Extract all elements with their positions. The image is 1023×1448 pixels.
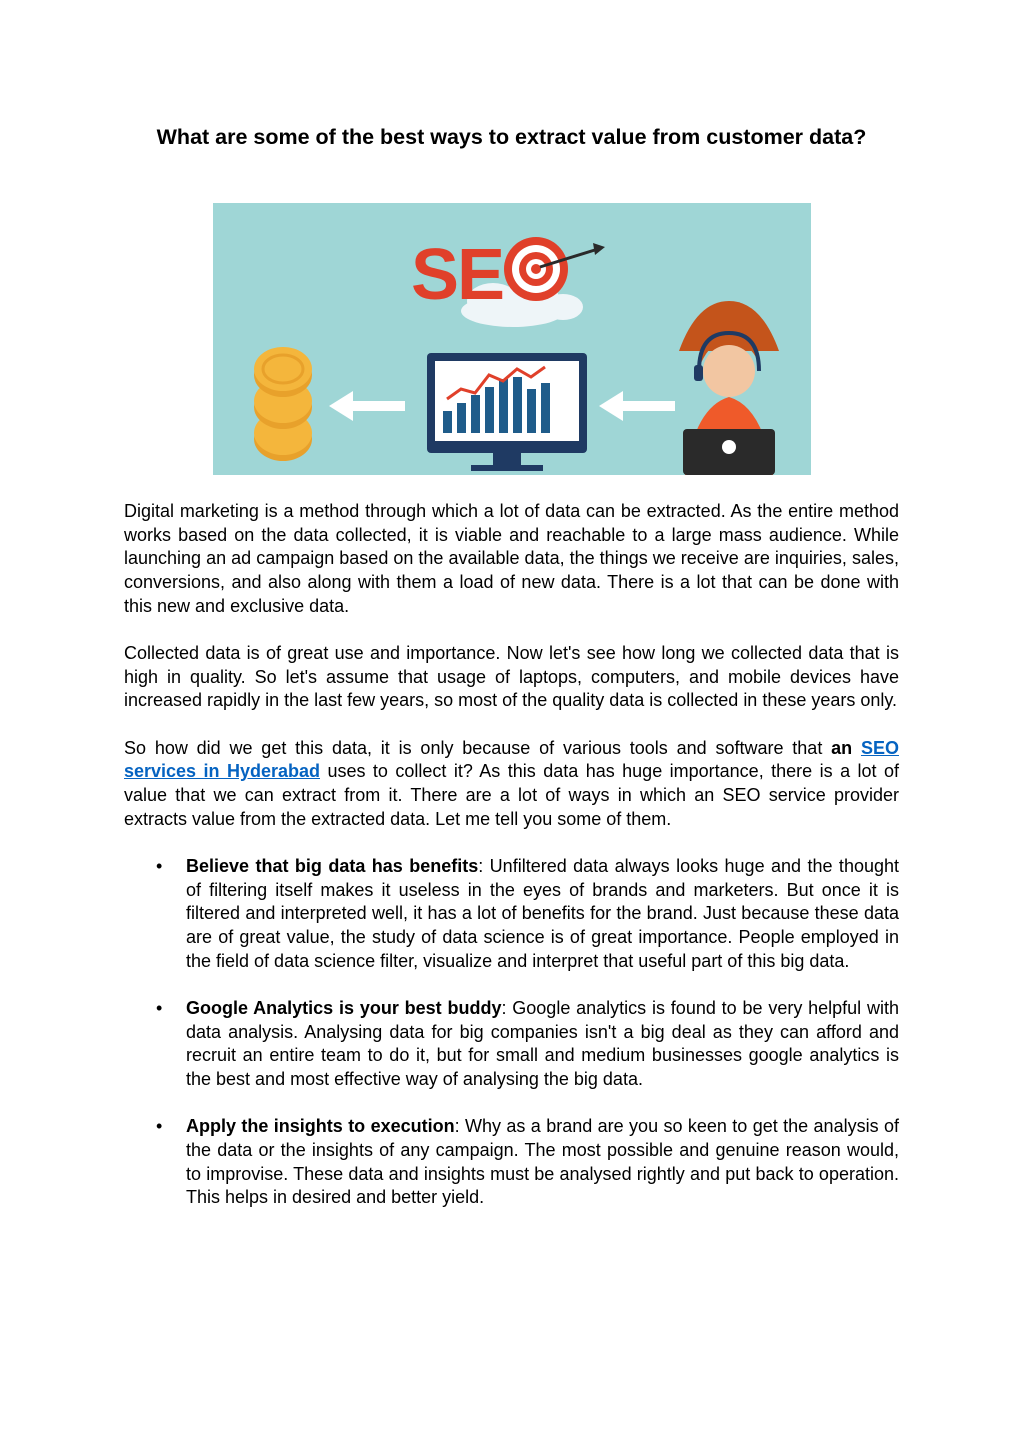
support-agent-icon xyxy=(679,301,779,475)
paragraph-1: Digital marketing is a method through which a lot of data can be extracted. As the entire method works based on the data collected, it is viable and reachable to a large mass audience. While launching an ad campaign based on the available data, the things we receive are inquiries, sales, conversions, and also along with them a load of new data. There is a lot that can be done with this new and exclusive data. xyxy=(124,501,899,616)
bullet-icon: • xyxy=(156,1116,163,1137)
seo-logo-text: SE xyxy=(411,235,504,315)
seo-services-link[interactable]: SEO services in Hyderabad xyxy=(124,737,899,782)
list-item-text: : Why as a brand are you so keen to get the analysis of the data or the insights of any campaign. The most possible and genuine reason would, to improvise. These data and insights must be analysed rightly and put back to operation. This helps in desired and better yield. xyxy=(186,1116,899,1208)
list-item xyxy=(124,1115,899,1210)
list-item xyxy=(124,997,899,1092)
page-title: What are some of the best ways to extract value from customer data? xyxy=(156,125,867,149)
list-item-heading: Google Analytics is your best buddy xyxy=(186,997,502,1018)
list-item xyxy=(124,855,899,974)
seo-illustration xyxy=(213,203,811,475)
bullet-icon: • xyxy=(156,997,163,1018)
list-item-text: : Unfiltered data always looks huge and the thought of filtering itself makes it useless in the eyes of brands and marketers. But once it is filtered and interpreted well, it has a lot of benefits for the brand. Just because these data are of great value, the study of data science is of great importance. People employed in the field of data science filter, visualize and interpret that useful part of this big data. xyxy=(186,855,899,971)
benefits-list xyxy=(124,855,899,1210)
monitor-icon xyxy=(427,353,587,471)
paragraph-3-bold: an xyxy=(831,737,853,758)
bullet-icon: • xyxy=(156,855,163,876)
target-icon xyxy=(504,237,568,301)
left-arrow-icon xyxy=(329,391,405,421)
list-item-heading: Apply the insights to execution xyxy=(186,1116,455,1137)
list-item-text: : Google analytics is found to be very helpful with data analysis. Analysing data for big companies isn't a big deal as they can afford and recruit an entire team to do it, but for small and medium businesses google analytics is the best and most effective way of analysing the big data. xyxy=(186,997,900,1090)
paragraph-3 xyxy=(124,737,899,832)
paragraph-3-intro: So how did we get this data, it is only because of various tools and software that xyxy=(124,737,832,758)
article-body xyxy=(124,500,899,1234)
list-item-heading: Believe that big data has benefits xyxy=(186,855,479,876)
right-arrow-icon xyxy=(599,391,675,421)
paragraph-2: Collected data is of great use and importance. Now let's see how long we collected data that is high in quality. So let's assume that usage of laptops, computers, and mobile devices have increased rapidly in the last few years, so most of the quality data is collected in these years only. xyxy=(124,643,899,711)
coins-icon xyxy=(254,347,312,461)
paragraph-3-rest: uses to collect it? As this data has huge importance, there is a lot of value that we can extract from it. There are a lot of ways in which an SEO service provider extracts value from the extracted data. Let me tell you some of them. xyxy=(124,761,899,829)
